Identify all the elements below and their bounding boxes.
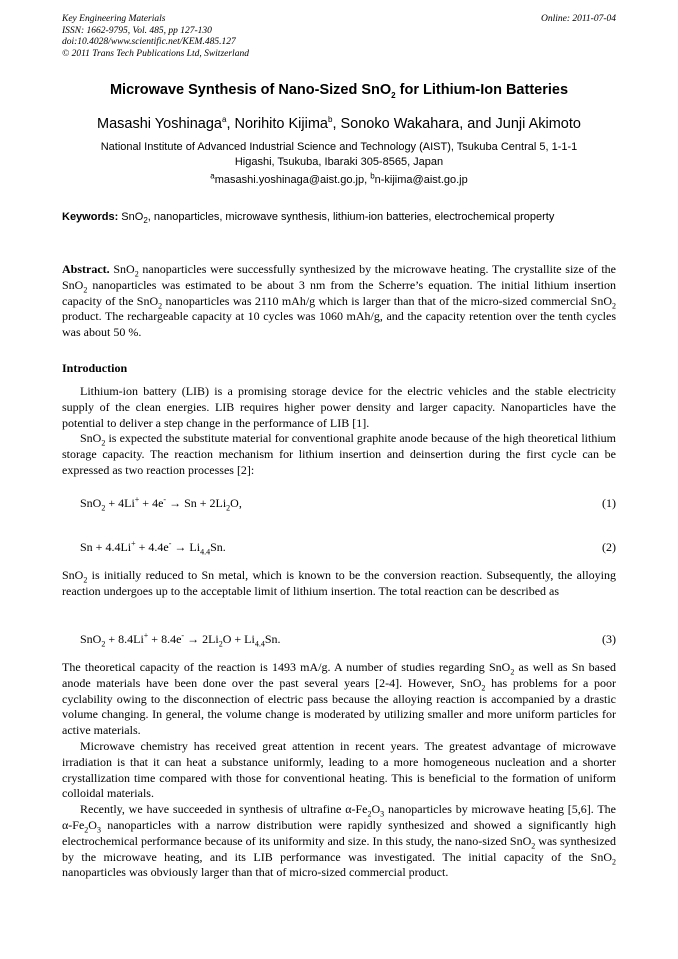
paragraph: The theoretical capacity of the reaction is 1493 mA/g. A number of studies regarding SnO$_2$ as well as Sn based anode materials have been done over the past several years [2-4]. However, SnO$_2$ has problems for a poor cyclability owing to the disconnection of electric pass because the alloying reaction is accompanied by a drastic volume changing. In general, the volume change is moderated by utilizing smaller and more uniform particles for active materials. xyxy=(62,660,616,738)
paragraph: Lithium-ion battery (LIB) is a promising storage device for the electric vehicles and the stable electricity supply of the clean energies. LIB requires higher power density and larger capacity. Nanoparticles have the potential to deliver a step change in the performance of LIB [1]. xyxy=(62,384,616,430)
intro-paragraphs-1 xyxy=(62,384,616,479)
online-date: Online: 2011-07-04 xyxy=(540,14,616,24)
equation-number: (1) xyxy=(602,496,616,510)
author-list: Masashi Yoshinaga$^a$, Norihito Kijima$^b$, Sonoko Wakahara, and Junji Akimoto xyxy=(97,115,581,132)
journal-doi: doi:10.4028/www.scientific.net/KEM.485.127 xyxy=(62,37,236,47)
equation-number: (2) xyxy=(602,540,616,554)
paragraph: SnO$_2$ is initially reduced to Sn metal, which is known to be the conversion reaction. Subsequently, the alloying reaction undergoes up to the acceptable limit of lithium insertion. The total reaction can be described as xyxy=(62,568,616,598)
equation-3: $SnO_2 + 8.4Li^+ + 8.4e^- \to 2Li_2O + Li_{4.4}Sn$. (3) xyxy=(80,631,616,649)
journal-copyright: © 2011 Trans Tech Publications Ltd, Switzerland xyxy=(62,48,249,59)
journal-header xyxy=(62,14,616,60)
author-emails: $^a$masashi.yoshinaga@aist.go.jp, $^b$n-kijima@aist.go.jp xyxy=(210,171,468,186)
keywords: Keywords: SnO$_2$, nanoparticles, microwave synthesis, lithium-ion batteries, electrochemical property xyxy=(62,211,555,226)
paper-title: Microwave Synthesis of Nano-Sized SnO$_2$ for Lithium-Ion Batteries xyxy=(109,82,569,100)
journal-name: Key Engineering Materials xyxy=(62,14,166,24)
intro-paragraphs-3 xyxy=(62,660,616,881)
paragraph: Microwave chemistry has received great attention in recent years. The greatest advantage of microwave irradiation is that it can heat a substance uniformly, leading to a more homogeneous nucleation and a shorter crystallization time compared with those for conventional heating. This is beneficial to the formation of uniform colloidal materials. xyxy=(62,738,616,801)
paragraph: SnO$_2$ is expected the substitute material for conventional graphite anode because of the high theoretical lithium storage capacity. The reaction mechanism for lithium insertion and deinsertion during the first cycle can be expressed as two reaction processes [2]: xyxy=(62,431,616,477)
equation-2: $Sn + 4.4Li^+ + 4.4e^- \to Li_{4.4}Sn$. (2) xyxy=(80,539,616,557)
intro-paragraph-2 xyxy=(62,568,616,600)
equation-1: $SnO_2 + 4Li^+ + 4e^- \to Sn + 2Li_2O$, (1) xyxy=(80,495,616,513)
section-heading-introduction: Introduction xyxy=(62,361,128,375)
journal-issn: ISSN: 1662-9795, Vol. 485, pp 127-130 xyxy=(62,25,212,36)
affiliation: National Institute of Advanced Industrial Science and Technology (AIST), Tsukuba Central 5, 1-1-1 Higashi, Tsukuba, Ibaraki 305-8565, Japan xyxy=(100,141,578,168)
abstract: Abstract. SnO$_2$ nanoparticles were successfully synthesized by the microwave heating. The crystallite size of the SnO$_2$ nanoparticles was estimated to be about 3 nm from the Scherre’s equation. The initial lithium insertion capacity of the SnO$_2$ nanoparticles was 2110 mAh/g which is larger than that of the micro-sized commercial SnO$_2$ product. The rechargeable capacity at 10 cycles was 1060 mAh/g, and the capacity retention over the tenth cycles was about 50 %. xyxy=(62,262,617,340)
paragraph: Recently, we have succeeded in synthesis of ultrafine $\alpha-Fe_2O_3$ nanoparticles by microwave heating [5,6]. The $\alpha-Fe_2O_3$ nanoparticles with a narrow distribution were rapidly synthesized and showed a significantly high electrochemical performance because of its uniformity and size. In this study, the nano-sized SnO$_2$ was synthesized by the microwave heating, and its LIB performance was investigated. The initial capacity of the SnO$_2$ nanoparticles was obviously larger than that of micro-sized commercial product. xyxy=(62,802,616,880)
equation-number: (3) xyxy=(602,632,616,646)
